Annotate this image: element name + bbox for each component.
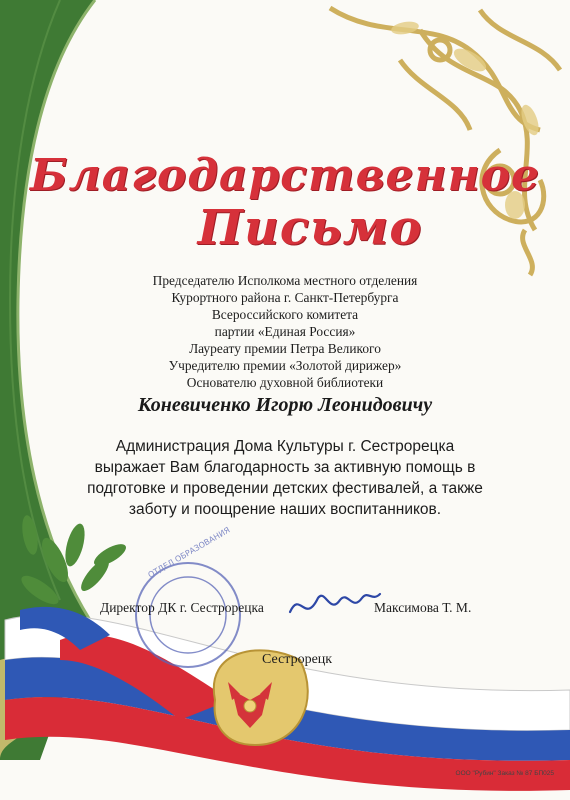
recipient-line: Лауреату премии Петра Великого <box>189 341 381 356</box>
signatory-name: Максимова Т. М. <box>374 600 472 615</box>
recipient-name: Коневиченко Игорю Леонидовичу <box>137 394 433 416</box>
city-name: Сестрорецк <box>262 652 333 667</box>
printer-note: ООО "Рубин" Заказ № 87 БП025 <box>455 770 554 777</box>
recipient-line: партии «Единая Россия» <box>214 324 356 339</box>
title-line-2: Письмо <box>197 200 423 256</box>
recipient-line: Основателю духовной библиотеки <box>186 375 384 390</box>
signatory-title: Директор ДК г. Сестрорецка <box>100 600 264 615</box>
recipient-line: Председателю Исполкома местного отделения <box>152 273 418 288</box>
gratitude-message <box>0 436 570 520</box>
message-line: заботу и поощрение наших воспитанников. <box>128 501 442 518</box>
recipient-line: Всероссийского комитета <box>211 307 359 322</box>
recipient-titles <box>0 272 570 391</box>
message-line: выражает Вам благодарность за активную помощь в <box>94 459 476 476</box>
message-line: подготовке и проведении детских фестивалей, а также <box>87 480 483 497</box>
recipient-line: Курортного района г. Санкт-Петербурга <box>171 290 399 305</box>
message-line: Администрация Дома Культуры г. Сестрорецка <box>115 438 455 455</box>
title-line-1: Благодарственное <box>29 150 540 201</box>
recipient-line: Учредителю премии «Золотой дирижер» <box>168 358 402 373</box>
signature-mark <box>290 594 380 612</box>
svg-text:ОТДЕЛ ОБРАЗОВАНИЯ: ОТДЕЛ ОБРАЗОВАНИЯ <box>146 525 232 580</box>
